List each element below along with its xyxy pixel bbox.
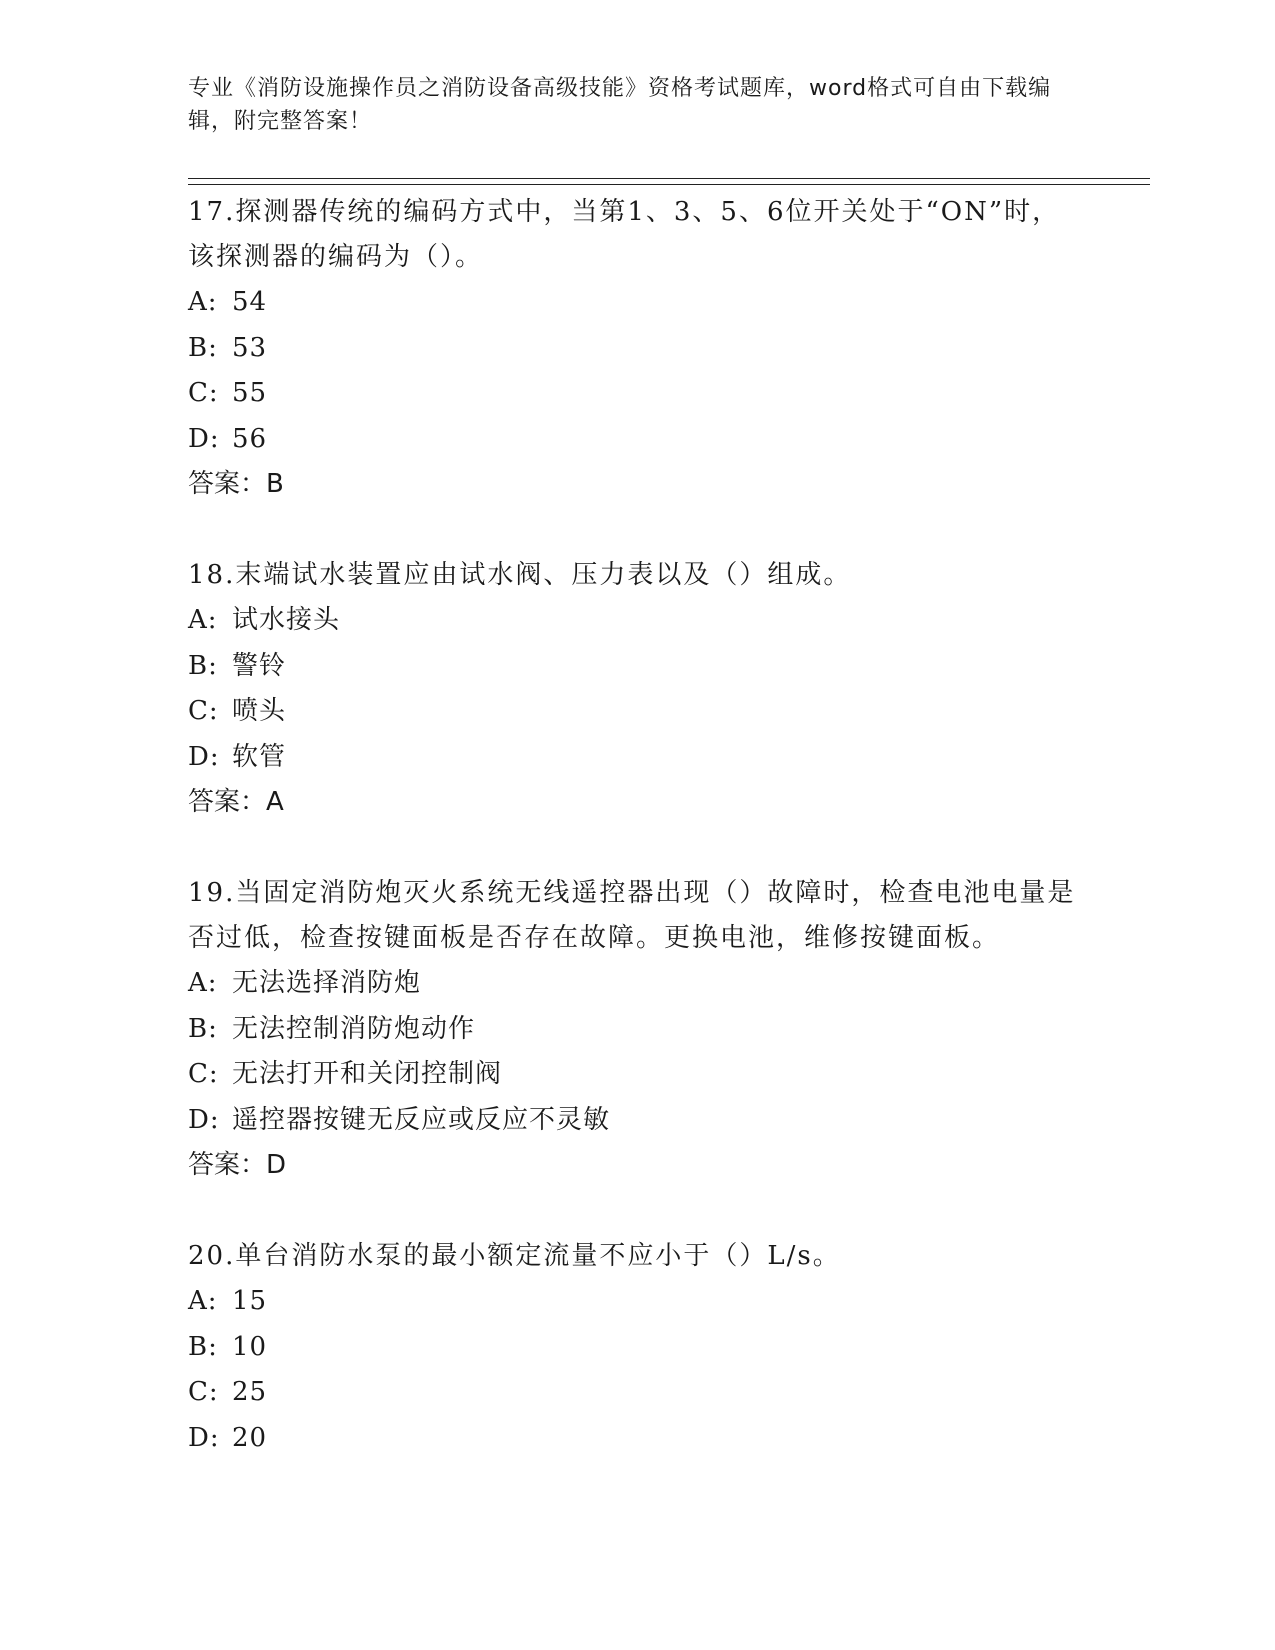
answer-line: 答案：D xyxy=(188,1150,287,1180)
option-text: 软管 xyxy=(232,741,287,772)
header-divider-top xyxy=(188,178,1150,179)
option-letter: C: xyxy=(188,378,219,408)
question-text: 20.单台消防水泵的最小额定流量不应小于（）L/s。 xyxy=(188,1241,841,1271)
question-list xyxy=(188,190,1088,1507)
option-text: 警铃 xyxy=(232,650,287,681)
option-text: 无法打开和关闭控制阀 xyxy=(232,1059,503,1089)
option-letter: C: xyxy=(188,696,219,726)
option-text: 10 xyxy=(232,1331,268,1362)
option-text: 试水接头 xyxy=(232,605,341,635)
option-c xyxy=(188,371,1088,417)
option-text: 无法控制消防炮动作 xyxy=(232,1013,476,1044)
option-letter: D: xyxy=(188,1104,220,1135)
answer-line: 答案：B xyxy=(188,469,284,499)
option-c xyxy=(188,1370,1088,1416)
question-18 xyxy=(188,553,1088,825)
option-text: 20 xyxy=(232,1422,268,1453)
option-b xyxy=(188,326,1088,372)
header-divider-bottom xyxy=(188,184,1150,185)
option-letter: C: xyxy=(188,1377,219,1407)
question-19 xyxy=(188,871,1088,1188)
option-letter: B: xyxy=(188,1013,218,1044)
question-20 xyxy=(188,1234,1088,1461)
option-a xyxy=(188,1279,1088,1325)
question-text: 17.探测器传统的编码方式中，当第1、3、5、6位开关处于“ON”时，该探测器的编码为（）。 xyxy=(188,197,1061,272)
option-b xyxy=(188,644,1088,690)
option-letter: A: xyxy=(188,605,218,635)
option-d xyxy=(188,735,1088,781)
header-text: 专业《消防设施操作员之消防设备高级技能》资格考试题库，word格式可自由下载编辑，附完整答案！ xyxy=(188,76,1052,134)
option-letter: B: xyxy=(188,332,218,363)
option-letter: D: xyxy=(188,1422,220,1453)
option-c xyxy=(188,1052,1088,1098)
question-text: 18.末端试水装置应由试水阀、压力表以及（）组成。 xyxy=(188,560,852,590)
option-b xyxy=(188,1325,1088,1371)
option-d xyxy=(188,1416,1088,1462)
option-letter: A: xyxy=(188,968,218,998)
option-a xyxy=(188,280,1088,326)
option-a xyxy=(188,598,1088,644)
option-letter: A: xyxy=(188,287,218,317)
option-text: 54 xyxy=(232,287,268,317)
option-text: 25 xyxy=(232,1377,268,1407)
option-text: 56 xyxy=(232,423,268,454)
option-letter: A: xyxy=(188,1286,218,1316)
option-text: 55 xyxy=(232,378,268,408)
option-c xyxy=(188,689,1088,735)
option-text: 15 xyxy=(232,1286,268,1316)
option-text: 遥控器按键无反应或反应不灵敏 xyxy=(232,1104,611,1135)
option-letter: C: xyxy=(188,1059,219,1089)
option-d xyxy=(188,1098,1088,1144)
document-header xyxy=(188,72,1068,138)
option-text: 喷头 xyxy=(232,696,287,726)
option-d xyxy=(188,417,1088,463)
question-17 xyxy=(188,190,1088,507)
option-letter: D: xyxy=(188,423,220,454)
option-letter: D: xyxy=(188,741,220,772)
answer-line: 答案：A xyxy=(188,787,284,817)
option-a xyxy=(188,961,1088,1007)
option-letter: B: xyxy=(188,1331,218,1362)
option-b xyxy=(188,1007,1088,1053)
option-letter: B: xyxy=(188,650,218,681)
option-text: 无法选择消防炮 xyxy=(232,968,422,998)
option-text: 53 xyxy=(232,332,268,363)
question-text: 19.当固定消防炮灭火系统无线遥控器出现（）故障时，检查电池电量是否过低，检查按键面板是否存在故障。更换电池，维修按键面板。 xyxy=(188,878,1076,953)
